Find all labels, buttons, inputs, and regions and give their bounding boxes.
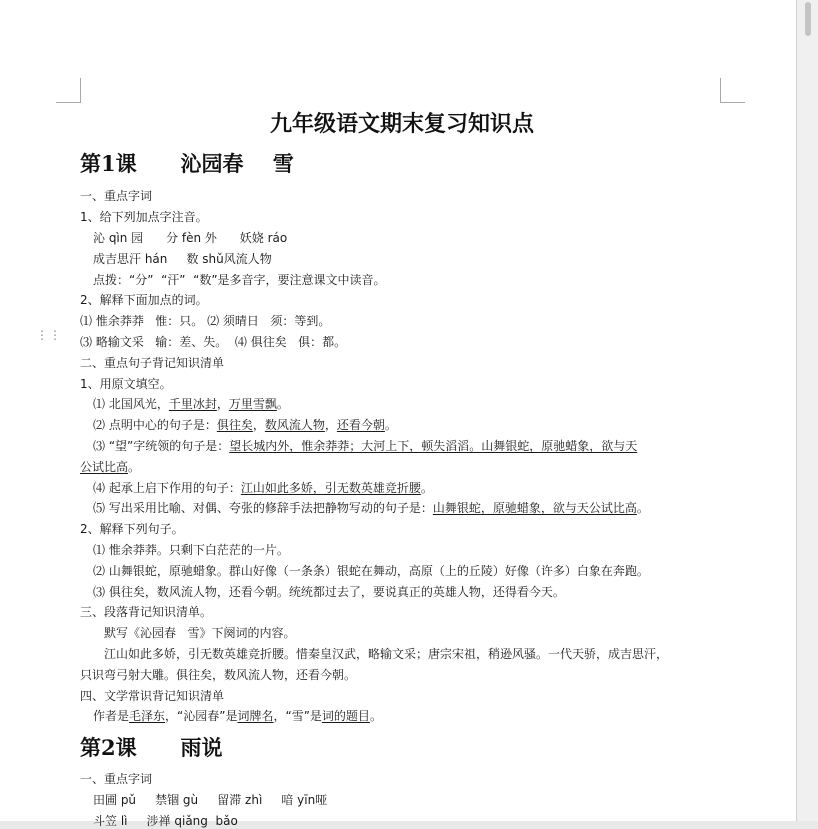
literature-line: 作者是毛泽东，“沁园春”是词牌名，“雪”是词的题目。 (93, 709, 382, 723)
answer: 词的题目 (321, 709, 370, 723)
tip-line: 点拨：“分” “汗” “数”是多音字，要注意课文中读音。 (93, 273, 386, 287)
paragraph-line: 江山如此多娇，引无数英雄竞折腰。惜秦皇汉武，略输文采；唐宗宋祖，稍逊风骚。一代天骄，成吉思汗， (104, 647, 669, 661)
document-title: 九年级语文期末复习知识点 (269, 111, 534, 137)
answer: 数风流人物 (264, 418, 325, 432)
fill-blank-line: ⑵ 点明中心的句子是：俱往矣，数风流人物，还看今朝。 (93, 418, 397, 432)
section-heading: 一、重点字词 (80, 189, 153, 203)
vertical-scrollbar[interactable] (797, 0, 818, 821)
drag-handle-icon[interactable]: ⋮⋮ (36, 328, 62, 342)
answer: 千里冰封 (168, 397, 217, 411)
pinyin-line: 斗笠 lì 涉禅 qiǎng bǎo (93, 814, 238, 828)
fill-blank-line: 公试比高。 (80, 460, 141, 474)
answer: 望长城内外，惟余莽莽；大河上下，顿失滔滔。山舞银蛇，原驰蜡象，欲与天 (229, 439, 638, 453)
answer: 词牌名 (237, 709, 274, 723)
definition-line: ⑴ 惟余莽莽 惟：只。 ⑵ 须晴日 须：等到。 (80, 314, 331, 328)
question-line: 1、给下列加点字注音。 (80, 210, 208, 224)
pinyin-line: 沁 qìn 园 分 fèn 外 妖娆 ráo (93, 231, 288, 245)
answer: 公试比高 (80, 460, 129, 474)
section-heading: 二、重点句子背记知识清单 (80, 356, 225, 370)
answer: 俱往矣 (216, 418, 253, 432)
lesson-1-heading: 第1课 沁园春 雪 (80, 151, 294, 176)
question-line: 2、解释下列句子。 (80, 522, 184, 536)
answer: 山舞银蛇，原驰蜡象，欲与天公试比高 (432, 501, 637, 515)
answer: 万里雪飘 (228, 397, 277, 411)
fill-blank-line: ⑴ 北国风光，千里冰封，万里雪飘。 (93, 397, 289, 411)
question-line: 2、解释下面加点的词。 (80, 293, 208, 307)
section-heading: 四、文学常识背记知识清单 (80, 689, 225, 703)
explanation-line: ⑶ 俱往矣，数风流人物，还看今朝。统统都过去了，要说真正的英雄人物，还得看今天。 (93, 585, 565, 599)
section-heading: 三、段落背记知识清单。 (80, 605, 213, 619)
explanation-line: ⑵ 山舞银蛇，原驰蜡象。群山好像（一条条）银蛇在舞动，高原（上的丘陵）好像（许多）白象在奔跑。 (93, 564, 649, 578)
pinyin-line: 成吉思汗 hán 数 shǔ风流人物 (93, 252, 272, 266)
answer: 江山如此多娇，引无数英雄竞折腰 (240, 481, 421, 495)
scrollbar-thumb[interactable] (805, 2, 811, 36)
answer: 毛泽东 (129, 709, 166, 723)
explanation-line: ⑴ 惟余莽莽。只剩下白茫茫的一片。 (93, 543, 289, 557)
pinyin-line: 田圃 pǔ 禁锢 gù 留滞 zhì 喑 yīn哑 (93, 793, 328, 807)
fill-blank-line: ⑸ 写出采用比喻、对偶、夸张的修辞手法把静物写动的句子是：山舞银蛇，原驰蜡象，欲与天公试比高。 (93, 501, 649, 515)
lesson-2-heading: 第2课 雨说 (80, 735, 223, 760)
margin-mark-top-left (56, 78, 81, 103)
paragraph-line: 只识弯弓射大雕。俱往矣，数风流人物，还看今朝。 (80, 668, 357, 682)
question-line: 1、用原文填空。 (80, 377, 172, 391)
fill-blank-line: ⑶ “望”字统领的句子是：望长城内外，惟余莽莽；大河上下，顿失滔滔。山舞银蛇，原驰蜡象，欲与天 (93, 439, 638, 453)
margin-mark-top-right (720, 78, 745, 103)
paragraph-line: 默写《沁园春 雪》下阕词的内容。 (104, 626, 296, 640)
section-heading: 一、重点字词 (80, 772, 153, 786)
definition-line: ⑶ 略输文采 输：差、失。 ⑷ 俱往矣 俱：都。 (80, 335, 347, 349)
fill-blank-line: ⑷ 起承上启下作用的句子：江山如此多娇，引无数英雄竞折腰。 (93, 481, 433, 495)
answer: 还看今朝 (336, 418, 385, 432)
